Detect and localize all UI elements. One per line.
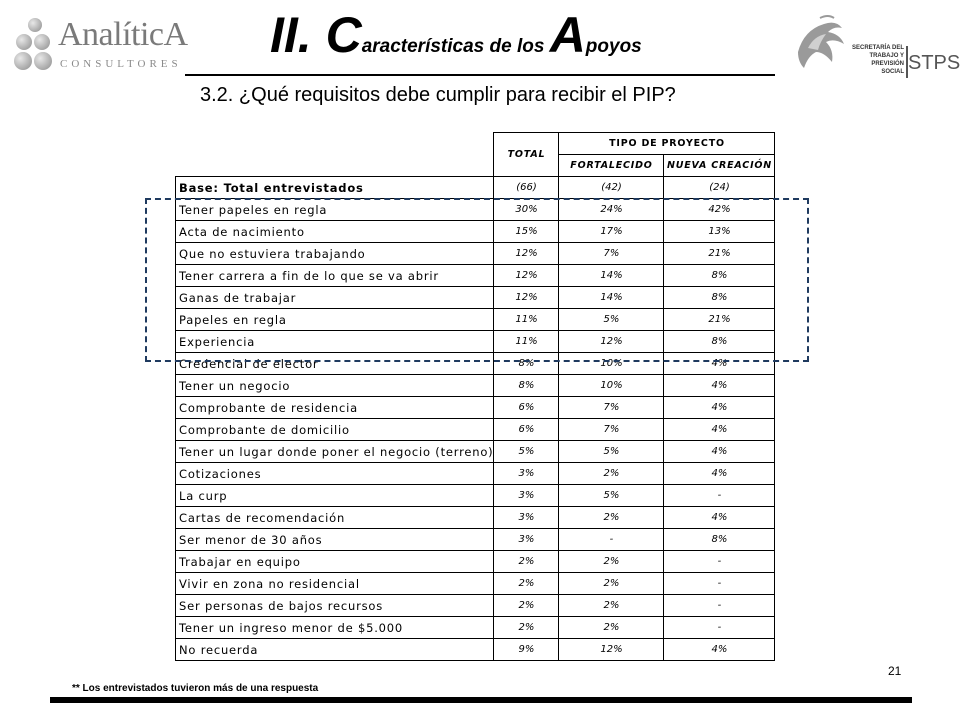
row-fortalecido: 7% — [559, 243, 664, 265]
row-fortalecido: 2% — [559, 463, 664, 485]
header-fortalecido: FORTALECIDO — [559, 155, 664, 177]
title-underline — [185, 74, 775, 76]
header-row-1 — [176, 133, 775, 155]
row-label: Cartas de recomendación — [176, 507, 494, 529]
row-nueva-creacion: 4% — [664, 463, 775, 485]
row-total: 12% — [494, 243, 559, 265]
row-total: 2% — [494, 595, 559, 617]
title-part-1: II. C — [270, 7, 362, 63]
stps-mark: STPS — [908, 52, 960, 74]
table-row — [176, 639, 775, 661]
row-label: Vivir en zona no residencial — [176, 573, 494, 595]
row-fortalecido: 5% — [559, 309, 664, 331]
row-nueva-creacion: 8% — [664, 265, 775, 287]
row-total: 3% — [494, 529, 559, 551]
row-label: Tener un lugar donde poner el negocio (terreno) — [176, 441, 494, 463]
row-total: 8% — [494, 375, 559, 397]
row-label: Comprobante de residencia — [176, 397, 494, 419]
row-fortalecido: 12% — [559, 639, 664, 661]
row-nueva-creacion: 21% — [664, 243, 775, 265]
row-label: Tener un ingreso menor de $5.000 — [176, 617, 494, 639]
table-row — [176, 463, 775, 485]
row-fortalecido: 2% — [559, 573, 664, 595]
table-row — [176, 529, 775, 551]
footnote: ** Los entrevistados tuvieron más de una respuesta — [72, 683, 319, 694]
logo-dots-icon — [14, 18, 54, 70]
row-fortalecido: 14% — [559, 265, 664, 287]
row-total: 12% — [494, 287, 559, 309]
row-nueva-creacion: 4% — [664, 375, 775, 397]
row-total: 3% — [494, 507, 559, 529]
row-fortalecido: 7% — [559, 397, 664, 419]
row-nueva-creacion: 42% — [664, 199, 775, 221]
row-total: 3% — [494, 463, 559, 485]
header-total: TOTAL — [494, 133, 559, 177]
row-fortalecido: 5% — [559, 441, 664, 463]
page-subtitle: 3.2. ¿Qué requisitos debe cumplir para recibir el PIP? — [200, 84, 676, 106]
logo-subtitle: CONSULTORES — [60, 58, 182, 70]
row-nueva-creacion: 13% — [664, 221, 775, 243]
row-fortalecido: 5% — [559, 485, 664, 507]
row-label: Trabajar en equipo — [176, 551, 494, 573]
row-fortalecido: 2% — [559, 507, 664, 529]
logo-wordmark: AnalíticA — [58, 16, 188, 53]
table-row — [176, 617, 775, 639]
row-fortalecido: 2% — [559, 617, 664, 639]
row-label: Ser menor de 30 años — [176, 529, 494, 551]
row-nueva-creacion: 4% — [664, 639, 775, 661]
header-tipo-proyecto: TIPO DE PROYECTO — [559, 133, 775, 155]
row-nueva-creacion: 21% — [664, 309, 775, 331]
row-nueva-creacion: 8% — [664, 287, 775, 309]
row-total: 3% — [494, 485, 559, 507]
base-fortalecido: (42) — [559, 177, 664, 199]
analitica-logo — [10, 12, 188, 78]
row-nueva-creacion: - — [664, 573, 775, 595]
row-nueva-creacion: - — [664, 485, 775, 507]
highlight-dashed-box — [145, 198, 809, 362]
row-nueva-creacion: 4% — [664, 353, 775, 375]
row-fortalecido: 17% — [559, 221, 664, 243]
base-label: Base: Total entrevistados — [176, 177, 494, 199]
row-nueva-creacion: 4% — [664, 441, 775, 463]
base-total: (66) — [494, 177, 559, 199]
row-label: Tener papeles en regla — [176, 199, 494, 221]
title-part-2: aracterísticas de los — [361, 36, 550, 57]
row-total: 11% — [494, 309, 559, 331]
row-nueva-creacion: - — [664, 595, 775, 617]
row-label: Ganas de trabajar — [176, 287, 494, 309]
row-label: Ser personas de bajos recursos — [176, 595, 494, 617]
table-row — [176, 375, 775, 397]
row-nueva-creacion: - — [664, 551, 775, 573]
row-label: Tener un negocio — [176, 375, 494, 397]
row-fortalecido: 2% — [559, 551, 664, 573]
row-label: Que no estuviera trabajando — [176, 243, 494, 265]
secretaria-label: SECRETARÍA DEL TRABAJO Y PREVISIÓN SOCIAL — [852, 45, 905, 75]
base-row — [176, 177, 775, 199]
row-total: 5% — [494, 441, 559, 463]
header-row-2 — [176, 155, 775, 177]
row-fortalecido: 14% — [559, 287, 664, 309]
row-label: Cotizaciones — [176, 463, 494, 485]
row-label: Experiencia — [176, 331, 494, 353]
row-fortalecido: 12% — [559, 331, 664, 353]
row-label: Comprobante de domicilio — [176, 419, 494, 441]
title-part-3: A — [549, 7, 586, 63]
title-part-4: poyos — [585, 36, 642, 57]
row-fortalecido: - — [559, 529, 664, 551]
header-nueva-creacion: NUEVA CREACIÓN — [664, 155, 775, 177]
row-label: Credencial de elector — [176, 353, 494, 375]
row-label: La curp — [176, 485, 494, 507]
row-total: 12% — [494, 265, 559, 287]
row-nueva-creacion: 8% — [664, 331, 775, 353]
stps-logo — [790, 8, 960, 80]
row-total: 11% — [494, 331, 559, 353]
base-nueva: (24) — [664, 177, 775, 199]
table-row — [176, 397, 775, 419]
row-total: 30% — [494, 199, 559, 221]
row-total: 2% — [494, 617, 559, 639]
table-row — [176, 551, 775, 573]
row-nueva-creacion: 8% — [664, 529, 775, 551]
table-row — [176, 595, 775, 617]
table-row — [176, 485, 775, 507]
row-total: 6% — [494, 397, 559, 419]
row-nueva-creacion: - — [664, 617, 775, 639]
row-label: Acta de nacimiento — [176, 221, 494, 243]
page-title — [270, 6, 642, 64]
row-label: Papeles en regla — [176, 309, 494, 331]
table-row — [176, 441, 775, 463]
page-number: 21 — [888, 664, 902, 678]
bottom-rule — [50, 697, 912, 703]
row-total: 8% — [494, 353, 559, 375]
row-fortalecido: 24% — [559, 199, 664, 221]
row-total: 9% — [494, 639, 559, 661]
row-label: Tener carrera a fin de lo que se va abrir — [176, 265, 494, 287]
row-fortalecido: 10% — [559, 375, 664, 397]
row-nueva-creacion: 4% — [664, 397, 775, 419]
row-fortalecido: 10% — [559, 353, 664, 375]
row-label: No recuerda — [176, 639, 494, 661]
table-row — [176, 419, 775, 441]
row-total: 6% — [494, 419, 559, 441]
row-fortalecido: 7% — [559, 419, 664, 441]
row-nueva-creacion: 4% — [664, 419, 775, 441]
row-total: 2% — [494, 551, 559, 573]
row-total: 2% — [494, 573, 559, 595]
table-row — [176, 507, 775, 529]
row-nueva-creacion: 4% — [664, 507, 775, 529]
row-total: 15% — [494, 221, 559, 243]
table-row — [176, 573, 775, 595]
row-fortalecido: 2% — [559, 595, 664, 617]
eagle-emblem-icon — [790, 12, 850, 78]
